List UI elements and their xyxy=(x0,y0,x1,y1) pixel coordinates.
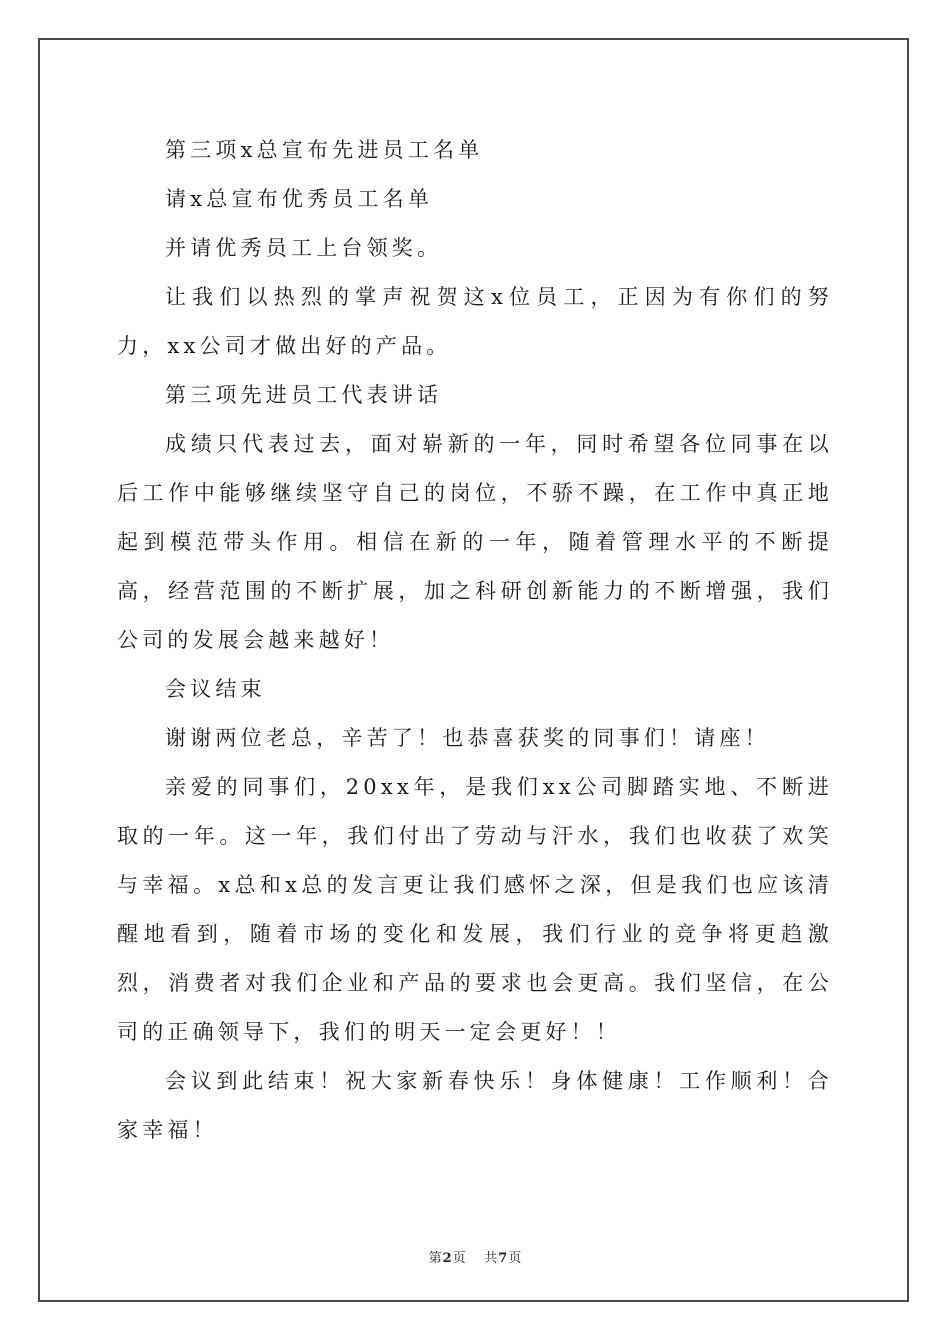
paragraph-announce-excellent: 请x总宣布优秀员工名单 xyxy=(165,187,434,211)
current-page-number: 2 xyxy=(442,1251,452,1266)
document-body xyxy=(117,126,833,1155)
page-prefix: 第 xyxy=(428,1251,442,1266)
paragraph-meeting-end-heading: 会议结束 xyxy=(165,677,266,701)
total-prefix: 共 xyxy=(484,1251,498,1266)
paragraph-representative-speech: 第三项先进员工代表讲话 xyxy=(165,383,443,407)
page-number-footer xyxy=(0,1247,950,1266)
page-suffix: 页 xyxy=(452,1251,466,1266)
paragraph-announce-advanced: 第三项x总宣布先进员工名单 xyxy=(165,138,484,162)
paragraph-closing-wishes: 会议到此结束！祝大家新春快乐！身体健康！工作顺利！合家幸福！ xyxy=(117,1069,833,1142)
paragraph-year-summary: 亲爱的同事们，20xx年，是我们xx公司脚踏实地、不断进取的一年。这一年，我们付出了劳动与汗水，我们也收获了欢笑与幸福。x总和x总的发言更让我们感怀之深，但是我们也应该清醒地看到，随着市场的变化和发展，我们行业的竞争将更趋激烈，消费者对我们企业和产品的要求也会更高。我们坚信，在公司的正确领导下，我们的明天一定会更好！！ xyxy=(117,775,833,1044)
paragraph-receive-award: 并请优秀员工上台领奖。 xyxy=(165,236,443,260)
total-suffix: 页 xyxy=(508,1251,522,1266)
paragraph-thanks: 谢谢两位老总，辛苦了！也恭喜获奖的同事们！请座！ xyxy=(165,726,770,750)
paragraph-congratulate: 让我们以热烈的掌声祝贺这x位员工，正因为有你们的努力，xx公司才做出好的产品。 xyxy=(117,285,833,358)
total-pages-number: 7 xyxy=(498,1251,508,1266)
paragraph-achievements: 成绩只代表过去，面对崭新的一年，同时希望各位同事在以后工作中能够继续坚守自己的岗位，不骄不躁，在工作中真正地起到模范带头作用。相信在新的一年，随着管理水平的不断提高，经营范围的不断扩展，加之科研创新能力的不断增强，我们公司的发展会越来越好！ xyxy=(117,432,833,652)
